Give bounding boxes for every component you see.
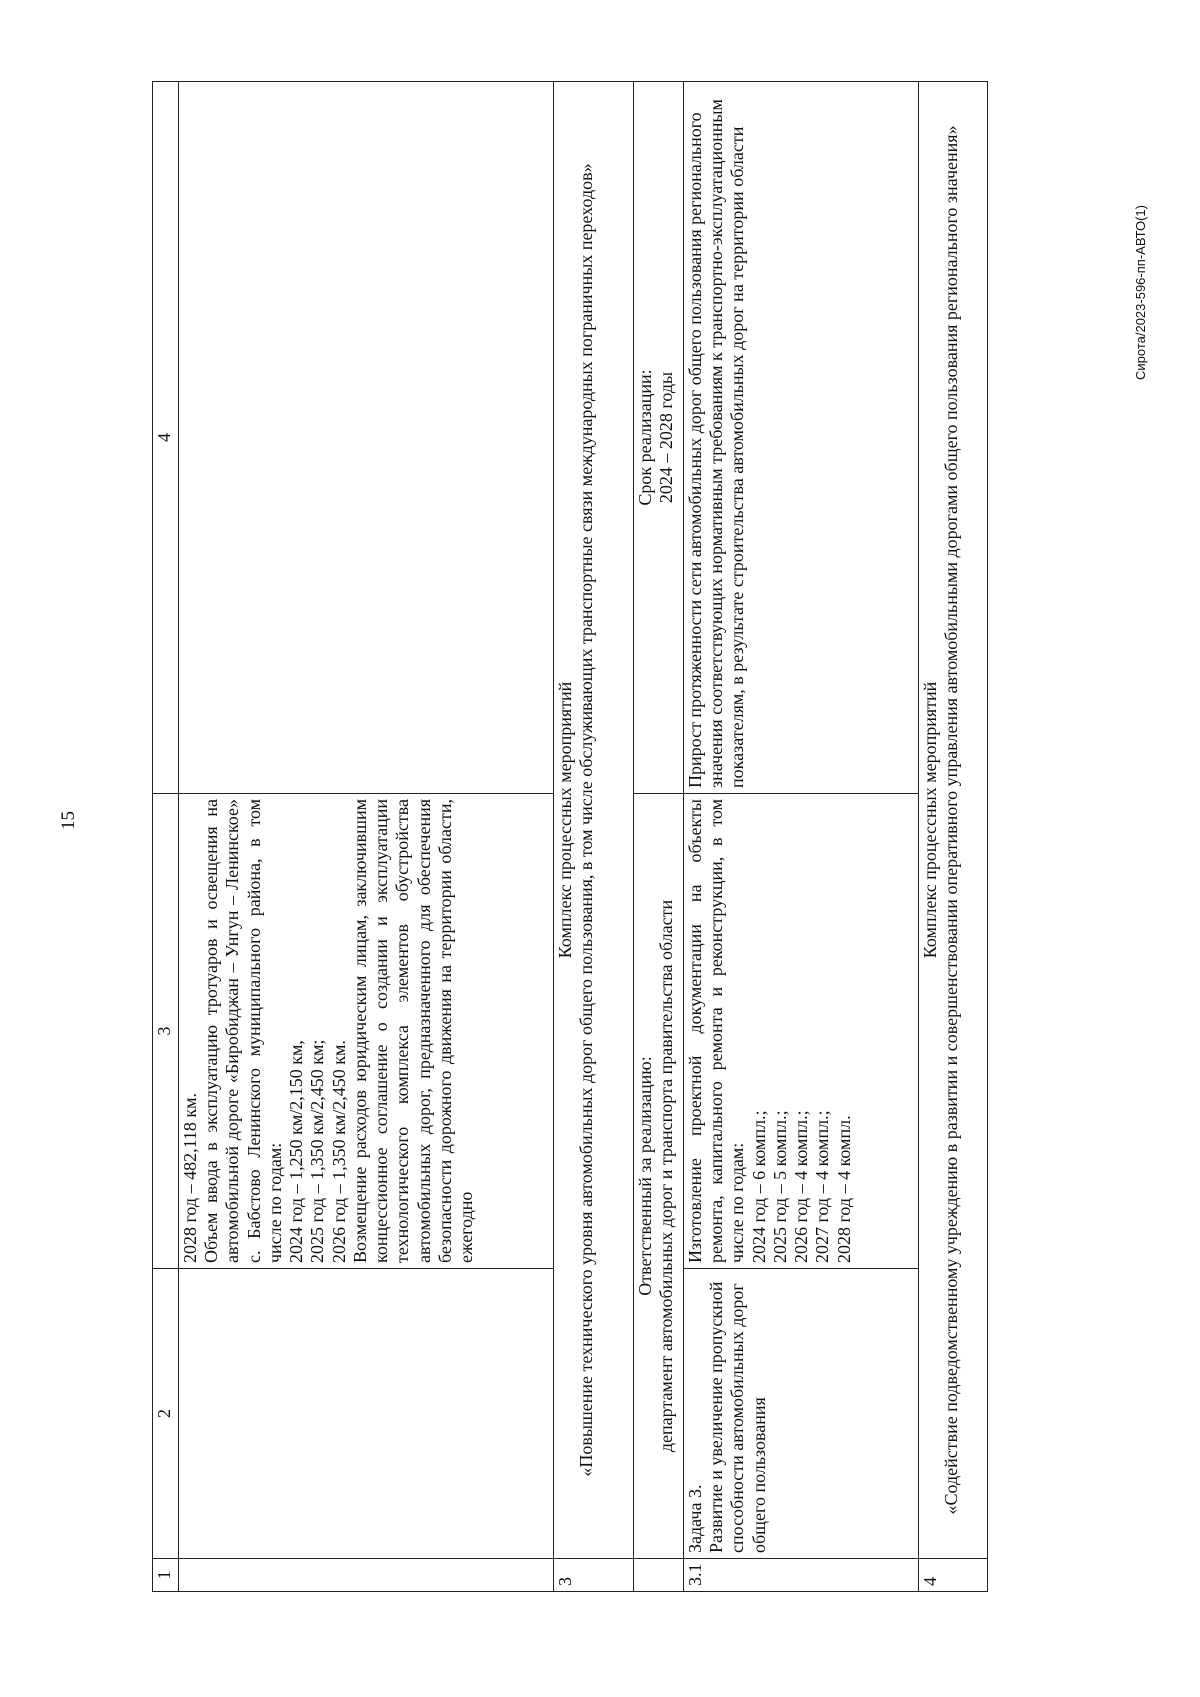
section-3-line-1: Комплекс процессных мероприятий	[555, 681, 575, 959]
continuation-col-1	[179, 1559, 554, 1592]
design-docs-2028: 2028 год – 4 компл.	[833, 1115, 854, 1263]
header-col-2: 2	[153, 1269, 179, 1559]
continuation-col-3	[179, 794, 554, 1269]
design-docs-2026: 2026 год – 4 компл.;	[791, 1110, 812, 1263]
row-3-1	[684, 82, 919, 1592]
sidewalk-volume-text: Объем ввода в эксплуатацию тротуаров и освещения на автомобильной дороге «Биробиджан – Унгун – Ленинское» с. Бабстово Ленинского муниципального района, в том числе по годам:	[201, 799, 285, 1263]
volume-2028: 2028 год – 482,118 км.	[180, 1092, 200, 1263]
program-table	[152, 82, 987, 1592]
page-number: 15	[58, 811, 79, 830]
section-3-title	[554, 82, 634, 1559]
term-value: 2024 – 2028 годы	[656, 371, 677, 504]
term-label: Срок реализации:	[635, 369, 655, 506]
section-3-row	[554, 82, 634, 1592]
task-title: Задача 3.	[685, 1484, 705, 1553]
row-3-1-measures	[684, 794, 919, 1269]
sidewalk-2025: 2025 год – 1,350 км/2,450 км;	[307, 1039, 328, 1263]
design-docs-2025: 2025 год – 5 компл.;	[769, 1110, 790, 1263]
responsible-row	[634, 82, 684, 1592]
responsible-cell	[634, 794, 684, 1559]
header-col-3: 3	[153, 794, 179, 1269]
section-3-line-2: «Повышение технического уровня автомобильных дорог общего пользования, в том числе обслуживающих транспортные связи международных пограничных переходов»	[576, 163, 597, 1477]
design-docs-2024: 2024 год – 6 компл.;	[748, 1110, 769, 1263]
header-row	[153, 82, 179, 1592]
responsible-value: департамент автомобильных дорог и транспорта правительства области	[656, 899, 677, 1453]
section-4-line-1: Комплекс процессных мероприятий	[920, 681, 940, 959]
continuation-col-2	[179, 1269, 554, 1559]
design-docs-text: Изготовление проектной документации на объекты ремонта, капитального ремонта и реконструкции, в том числе по годам:	[685, 799, 748, 1263]
section-4-number: 4	[919, 1559, 988, 1592]
continuation-row	[179, 82, 554, 1592]
section-4-row	[919, 82, 988, 1592]
document-code: Сирота/2023-596-пп-АВТО(1)	[1133, 205, 1148, 380]
row-3-1-task	[684, 1269, 919, 1559]
row-3-1-indicator: Прирост протяженности сети автомобильных дорог общего пользования регионального значения соответствующих нормативным требованиям к транспортно-эксплуатационным показателям, в результате строительства автомобильных дорог на территории области	[684, 82, 919, 794]
responsible-col-1	[634, 1559, 684, 1592]
term-cell	[634, 82, 684, 794]
sidewalk-2026: 2026 год – 1,350 км/2,450 км.	[328, 1040, 349, 1263]
measures-table	[152, 81, 988, 1592]
continuation-col-4	[179, 82, 554, 794]
responsible-label: Ответственный за реализацию:	[635, 1056, 655, 1296]
row-3-1-number: 3.1	[684, 1559, 919, 1592]
section-4-title	[919, 82, 988, 1559]
sidewalk-2024: 2024 год – 1,250 км/2,150 км,	[286, 1040, 307, 1263]
section-4-line-2: «Содействие подведомственному учреждению в развитии и совершенствовании оперативного управления автомобильными дорогами общего пользования регионального значения»	[941, 125, 962, 1515]
header-col-1: 1	[153, 1559, 179, 1592]
design-docs-2027: 2027 год – 4 компл.;	[812, 1110, 833, 1263]
section-3-number: 3	[554, 1559, 634, 1592]
reimbursement-text: Возмещение расходов юридическим лицам, заключившим концессионное соглашение о создании и эксплуатации технологического комплекса элементов обустройства автомобильных дорог, предназначенного для обеспечения безопасности дорожного движения на территории области, ежегодно	[349, 799, 477, 1263]
task-description: Развитие и увеличение пропускной способности автомобильных дорог общего пользования	[706, 1281, 769, 1553]
header-col-4: 4	[153, 82, 179, 794]
